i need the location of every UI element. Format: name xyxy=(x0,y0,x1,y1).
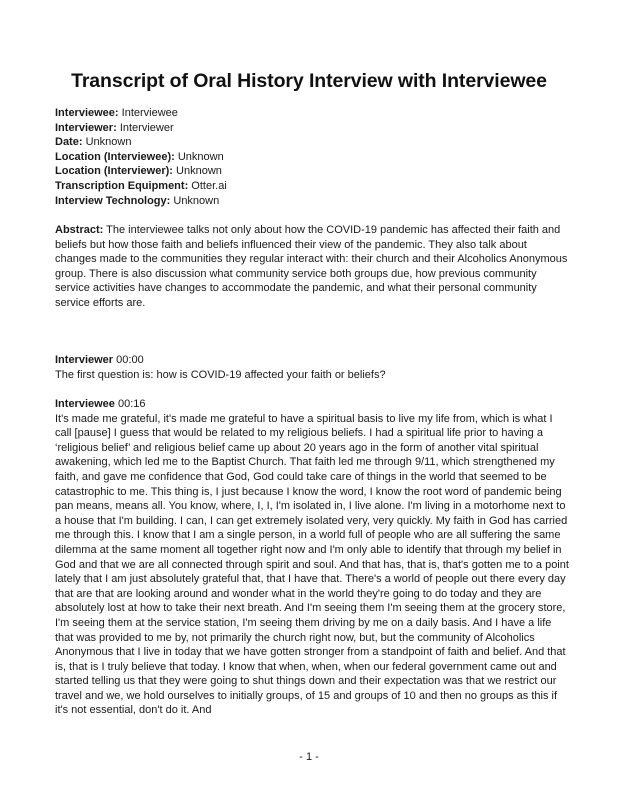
metadata-label: Date: xyxy=(55,136,83,149)
transcript-text: The first question is: how is COVID-19 affected your faith or beliefs? xyxy=(55,368,386,381)
transcript-entry xyxy=(55,397,571,718)
page-number: - 1 - xyxy=(299,751,319,763)
transcript-entry xyxy=(55,353,571,382)
metadata-location-interviewer xyxy=(55,164,227,179)
metadata-label: Location (Interviewer): xyxy=(55,165,173,178)
transcript-text: It's made me grateful, it's made me grateful to have a spiritual basis to live my life from, which is what I call [pause] I guess that would be related to my religious beliefs. I had a spiritual life prior to having a ‘religious belief’ and religious belief came up about 20 years ago in the form of another vital spiritual awakening, which led me to the Baptist Church. That faith led me through 9/11, which strengthened my faith, and gave me confidence that God, God could take care of things in the world that seemed to be catastrophic to me. This thing is, I just because I know the word, I know the root word of pandemic being pan means, means all. You know, where, I, I, I'm isolated in, I live alone. I'm living in a motorhome next to a house that I'm building. I can, I can get extremely isolated very, very quickly. My faith in God has carried me through this. I know that I am a single person, in a world full of people who are all suffering the same dilemma at the same moment all together right now and I'm only able to identify that through my belief in God and that we are all connected through spirit and soul. And that has, that is, that's gotten me to a point lately that I am just absolutely grateful that, that I have that. There's a world of people out there every day that are that are looking around and wonder what in the world they're going to do today and they are absolutely lost at how to take their next breath. And I'm seeing them I'm seeing them at the grocery store, I'm seeing them at the service station, I'm seeing them driving by me on a daily basis. And I have a life that was provided to me by, not primarily the church right now, but, but the community of Alcoholics Anonymous that I live in today that we have gotten stronger from a standpoint of faith and belief. And that is, that is I truly believe that today. I know that when, when, when our federal government came out and started telling us that they were going to shut things down and their expectation was that we restrict our travel and we, we hold ourselves to initially groups, of 15 and groups of 10 and then no groups as this if it's not essential, don't do it. And xyxy=(55,412,569,717)
abstract-text: The interviewee talks not only about how the COVID-19 pandemic has affected their faith and beliefs but how those faith and beliefs influenced their view of the pandemic. They also talk about changes made to the communities they regular interact with: their church and their Alcoholics Anonymous group. There is also discussion what community service both groups due, how previous community service activities have changes to accommodate the pandemic, and what their personal community service efforts are. xyxy=(55,224,568,309)
metadata-value: Unknown xyxy=(85,136,132,149)
metadata-value: Otter.ai xyxy=(191,179,227,192)
metadata-interviewer xyxy=(55,121,227,136)
metadata-value: Unknown xyxy=(173,194,220,207)
timestamp: 00:16 xyxy=(117,398,146,410)
speaker-line xyxy=(55,353,571,368)
metadata-location-interviewee xyxy=(55,150,227,165)
metadata-interview-technology xyxy=(55,194,227,209)
abstract xyxy=(55,223,571,311)
metadata-label: Transcription Equipment: xyxy=(55,179,189,192)
metadata-label: Interviewer: xyxy=(55,121,117,134)
metadata-interviewee xyxy=(55,106,227,121)
speaker-line xyxy=(55,397,571,412)
metadata-label: Interviewee: xyxy=(55,107,119,119)
metadata-transcription-equipment xyxy=(55,179,227,194)
metadata-label: Interview Technology: xyxy=(55,194,171,207)
timestamp: 00:00 xyxy=(116,354,144,366)
metadata-list xyxy=(55,106,227,208)
abstract-label: Abstract: xyxy=(55,224,104,236)
metadata-value: Unknown xyxy=(176,165,222,178)
document-title: Transcript of Oral History Interview with Interviewee xyxy=(71,70,547,92)
metadata-date xyxy=(55,135,227,150)
speaker-name: Interviewee xyxy=(55,398,115,410)
metadata-value: Interviewee xyxy=(121,107,178,119)
metadata-value: Interviewer xyxy=(119,121,174,134)
metadata-label: Location (Interviewee): xyxy=(55,150,175,163)
speaker-name: Interviewer xyxy=(55,354,114,366)
metadata-value: Unknown xyxy=(177,150,224,163)
